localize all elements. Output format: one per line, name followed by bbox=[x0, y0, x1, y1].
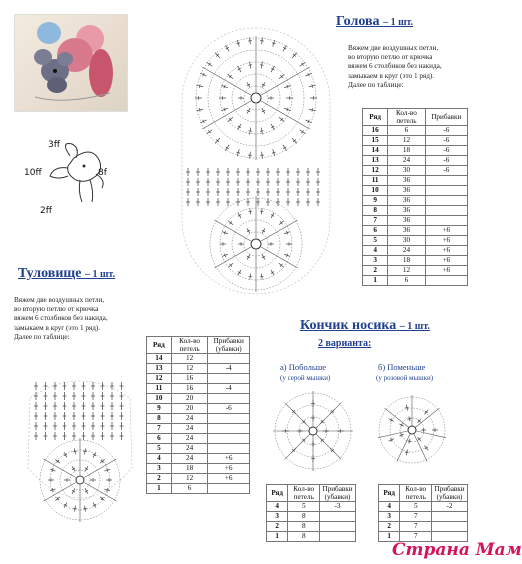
increase-value: +6 bbox=[208, 464, 250, 474]
stitch-count: 24 bbox=[388, 156, 425, 166]
instruction-line: Далее по таблице: bbox=[14, 332, 70, 341]
col-inc: Прибавки (убавки) bbox=[432, 485, 468, 502]
nose-title-text: Кончик носика bbox=[300, 318, 397, 333]
table-row bbox=[267, 532, 356, 542]
stitch-mark bbox=[405, 452, 409, 453]
row-number: 7 bbox=[363, 216, 388, 226]
row-number: 1 bbox=[267, 532, 288, 542]
stitch-count: 24 bbox=[171, 454, 208, 464]
stitch-mark bbox=[248, 65, 252, 66]
spoke bbox=[44, 483, 76, 502]
nose-b-table bbox=[378, 484, 468, 542]
table-row bbox=[363, 166, 468, 176]
stitch-mark bbox=[301, 130, 303, 133]
stitch-count: 30 bbox=[388, 236, 425, 246]
stitch-count: 7 bbox=[400, 512, 432, 522]
table-row bbox=[147, 484, 250, 494]
increase-value: +6 bbox=[208, 454, 250, 464]
col-row: Ряд bbox=[363, 109, 388, 126]
increase-value bbox=[425, 186, 467, 196]
mouse-photo bbox=[14, 14, 128, 112]
body-title-text: Туловище bbox=[18, 266, 82, 281]
table-row bbox=[363, 126, 468, 136]
table-row bbox=[363, 226, 468, 236]
stitch-count: 12 bbox=[388, 266, 425, 276]
row-number: 3 bbox=[267, 512, 288, 522]
table-row bbox=[267, 502, 356, 512]
stitch-count: 12 bbox=[388, 136, 425, 146]
row-number: 12 bbox=[147, 374, 172, 384]
magic-ring bbox=[408, 426, 416, 434]
instruction-line: замыкаем в круг (это 1 ряд). bbox=[348, 71, 435, 80]
increase-value bbox=[425, 216, 467, 226]
row-number: 2 bbox=[147, 474, 172, 484]
stitch-count: 18 bbox=[388, 146, 425, 156]
table-header bbox=[379, 485, 468, 502]
stitch-count: 12 bbox=[171, 364, 208, 374]
stitch-mark bbox=[312, 84, 313, 88]
stitch-count: 20 bbox=[171, 394, 208, 404]
row-number: 9 bbox=[147, 404, 172, 414]
variant-b-title: б) Поменьше bbox=[378, 362, 426, 372]
table-row bbox=[147, 374, 250, 384]
increase-value: -6 bbox=[208, 404, 250, 414]
stitch-mark bbox=[73, 451, 77, 452]
row-number: 4 bbox=[267, 502, 288, 512]
mouse-photo-illustration bbox=[15, 15, 127, 111]
row-number: 1 bbox=[147, 484, 172, 494]
increase-value: -6 bbox=[425, 166, 467, 176]
head-count: – 1 шт. bbox=[383, 17, 414, 28]
table-row bbox=[363, 136, 468, 146]
stitch-mark bbox=[405, 407, 409, 408]
increase-value: -2 bbox=[432, 502, 468, 512]
row-number: 3 bbox=[379, 512, 400, 522]
col-count: Кол-во петель bbox=[400, 485, 432, 502]
stitch-count: 8 bbox=[288, 522, 320, 532]
instruction-line: Вяжем две воздушных петли, bbox=[14, 296, 105, 304]
spoke bbox=[316, 434, 341, 459]
stitch-mark bbox=[260, 276, 264, 277]
col-inc: Прибавки (убавки) bbox=[208, 337, 250, 354]
increase-value bbox=[425, 276, 467, 286]
nose-a-crochet-diagram bbox=[268, 386, 358, 476]
row-number: 6 bbox=[147, 434, 172, 444]
table-row bbox=[147, 404, 250, 414]
stitch-count: 6 bbox=[388, 126, 425, 136]
increase-value bbox=[208, 354, 250, 364]
table-row bbox=[147, 474, 250, 484]
col-row: Ряд bbox=[379, 485, 400, 502]
row-number: 1 bbox=[379, 532, 400, 542]
magic-ring bbox=[76, 476, 84, 484]
spoke bbox=[84, 483, 116, 502]
stitch-mark bbox=[208, 130, 210, 133]
stitch-mark bbox=[83, 508, 87, 509]
spoke bbox=[44, 459, 76, 478]
table-row bbox=[379, 512, 468, 522]
spoke bbox=[261, 67, 309, 95]
row-number: 15 bbox=[363, 136, 388, 146]
increase-value bbox=[208, 484, 250, 494]
row-number: 2 bbox=[363, 266, 388, 276]
col-row: Ряд bbox=[147, 337, 172, 354]
table-header bbox=[147, 337, 250, 354]
table-row bbox=[363, 236, 468, 246]
col-row: Ряд bbox=[267, 485, 288, 502]
stitch-count: 36 bbox=[388, 196, 425, 206]
table-row bbox=[267, 522, 356, 532]
stitch-count: 36 bbox=[388, 186, 425, 196]
stitch-count: 24 bbox=[171, 414, 208, 424]
stitch-count: 8 bbox=[288, 512, 320, 522]
table-row bbox=[147, 444, 250, 454]
spoke bbox=[285, 434, 310, 459]
spoke bbox=[84, 459, 116, 478]
increase-value: -4 bbox=[208, 384, 250, 394]
increase-value: +6 bbox=[425, 246, 467, 256]
row-number: 9 bbox=[363, 196, 388, 206]
stitch-count: 12 bbox=[171, 474, 208, 484]
table-row bbox=[147, 354, 250, 364]
head-crochet-diagram bbox=[176, 28, 336, 298]
nose-b-crochet-diagram bbox=[372, 390, 452, 470]
increase-value bbox=[320, 522, 356, 532]
stitch-count: 20 bbox=[171, 404, 208, 414]
row-number: 3 bbox=[363, 256, 388, 266]
row-number: 13 bbox=[147, 364, 172, 374]
instruction-line: замыкаем в круг (это 1 ряд). bbox=[14, 323, 101, 332]
magic-ring bbox=[251, 93, 261, 103]
table-row bbox=[267, 512, 356, 522]
increase-value: +6 bbox=[208, 474, 250, 484]
stitch-mark bbox=[260, 211, 264, 212]
row-number: 2 bbox=[267, 522, 288, 532]
spoke bbox=[214, 247, 250, 268]
stitch-count: 8 bbox=[288, 532, 320, 542]
table-row bbox=[147, 414, 250, 424]
increase-value: -4 bbox=[208, 364, 250, 374]
sketch-label-body: 8f bbox=[98, 168, 107, 178]
stitch-mark bbox=[199, 108, 200, 112]
stitch-count: 16 bbox=[171, 384, 208, 394]
row-number: 10 bbox=[363, 186, 388, 196]
spoke bbox=[385, 408, 409, 427]
stitch-mark bbox=[73, 508, 77, 509]
head-title bbox=[336, 14, 413, 30]
table-row bbox=[379, 522, 468, 532]
head-title-text: Голова bbox=[336, 14, 380, 29]
row-number: 5 bbox=[147, 444, 172, 454]
stitch-mark bbox=[248, 276, 252, 277]
sketch-label-ears: 3ff bbox=[48, 140, 60, 150]
col-inc: Прибавки bbox=[425, 109, 467, 126]
row-number: 16 bbox=[363, 126, 388, 136]
stitch-count: 36 bbox=[388, 216, 425, 226]
table-row bbox=[147, 384, 250, 394]
row-number: 8 bbox=[363, 206, 388, 216]
head-table bbox=[362, 108, 468, 286]
stitch-count: 18 bbox=[388, 256, 425, 266]
row-number: 11 bbox=[147, 384, 172, 394]
row-number: 13 bbox=[363, 156, 388, 166]
nose-count: – 1 шт. bbox=[399, 321, 430, 332]
col-count: Кол-во петель bbox=[288, 485, 320, 502]
sketch-label-nose: 2ff bbox=[40, 206, 52, 216]
stitch-mark bbox=[248, 131, 252, 132]
table-row bbox=[363, 196, 468, 206]
stitch-count: 6 bbox=[388, 276, 425, 286]
stitch-count: 24 bbox=[388, 246, 425, 256]
increase-value bbox=[208, 444, 250, 454]
head-instructions bbox=[348, 44, 442, 90]
stitch-count: 18 bbox=[171, 464, 208, 474]
increase-value bbox=[425, 196, 467, 206]
table-row bbox=[147, 434, 250, 444]
row-number: 14 bbox=[147, 354, 172, 364]
table-row bbox=[147, 454, 250, 464]
stitch-count: 12 bbox=[171, 354, 208, 364]
increase-value bbox=[432, 512, 468, 522]
stitch-mark bbox=[260, 131, 264, 132]
spoke bbox=[416, 431, 446, 438]
spoke bbox=[202, 101, 250, 129]
instruction-line: Вяжем две воздушных петли, bbox=[348, 44, 439, 52]
body-count: – 1 шт. bbox=[84, 269, 116, 280]
instruction-line: вяжем 6 столбиков без накида, bbox=[348, 62, 442, 71]
instruction-line: во вторую петлю от крючка bbox=[14, 305, 99, 314]
variant-a-subtitle: (у серой мышки) bbox=[280, 374, 331, 382]
stitch-mark bbox=[248, 211, 252, 212]
table-row bbox=[379, 502, 468, 512]
stitch-count: 5 bbox=[288, 502, 320, 512]
row-number: 1 bbox=[363, 276, 388, 286]
row-number: 4 bbox=[147, 454, 172, 464]
stitch-mark bbox=[260, 65, 264, 66]
stitch-mark bbox=[408, 441, 412, 442]
table-header bbox=[363, 109, 468, 126]
table-row bbox=[363, 176, 468, 186]
body-instructions bbox=[14, 296, 108, 342]
instruction-line: Далее по таблице: bbox=[348, 80, 404, 89]
stitch-mark bbox=[312, 108, 313, 112]
table-row bbox=[363, 256, 468, 266]
instruction-line: во вторую петлю от крючка bbox=[348, 53, 433, 62]
sketch-label-head: 10ff bbox=[24, 168, 42, 178]
spoke bbox=[285, 403, 310, 428]
table-row bbox=[363, 216, 468, 226]
row-number: 7 bbox=[147, 424, 172, 434]
table-row bbox=[363, 266, 468, 276]
stitch-mark bbox=[83, 451, 87, 452]
increase-value: +6 bbox=[425, 236, 467, 246]
spoke bbox=[261, 220, 297, 241]
increase-value bbox=[320, 512, 356, 522]
row-number: 3 bbox=[147, 464, 172, 474]
row-number: 10 bbox=[147, 394, 172, 404]
col-count: Кол-во петель bbox=[388, 109, 425, 126]
increase-value bbox=[208, 394, 250, 404]
magic-ring bbox=[309, 427, 317, 435]
stitch-count: 30 bbox=[388, 166, 425, 176]
increase-value: -6 bbox=[425, 136, 467, 146]
body-crochet-diagram bbox=[20, 368, 140, 528]
stitch-count: 7 bbox=[400, 532, 432, 542]
stitch-count: 36 bbox=[388, 226, 425, 236]
row-number: 14 bbox=[363, 146, 388, 156]
row-number: 8 bbox=[147, 414, 172, 424]
row-number: 11 bbox=[363, 176, 388, 186]
nose-title bbox=[300, 318, 430, 334]
row-number: 6 bbox=[363, 226, 388, 236]
spoke bbox=[261, 101, 309, 129]
increase-value bbox=[432, 522, 468, 532]
increase-value bbox=[320, 532, 356, 542]
increase-value bbox=[208, 414, 250, 424]
table-row bbox=[147, 394, 250, 404]
row-number: 4 bbox=[379, 502, 400, 512]
table-row bbox=[147, 424, 250, 434]
stitch-mark bbox=[301, 63, 303, 66]
stitch-count: 24 bbox=[171, 424, 208, 434]
table-row bbox=[363, 206, 468, 216]
increase-value bbox=[208, 424, 250, 434]
table-row bbox=[363, 246, 468, 256]
increase-value: -6 bbox=[425, 156, 467, 166]
table-header bbox=[267, 485, 356, 502]
table-row bbox=[147, 364, 250, 374]
stitch-count: 5 bbox=[400, 502, 432, 512]
table-row bbox=[147, 464, 250, 474]
stitch-count: 16 bbox=[171, 374, 208, 384]
increase-value: -3 bbox=[320, 502, 356, 512]
nose-a-table bbox=[266, 484, 356, 542]
spoke bbox=[316, 403, 341, 428]
increase-value: -6 bbox=[425, 146, 467, 156]
increase-value bbox=[425, 206, 467, 216]
variant-b-subtitle: (у розовой мышки) bbox=[376, 374, 434, 382]
table-row bbox=[363, 146, 468, 156]
stitch-count: 36 bbox=[388, 206, 425, 216]
increase-value: +6 bbox=[425, 256, 467, 266]
increase-value: +6 bbox=[425, 226, 467, 236]
body-table bbox=[146, 336, 250, 494]
body-title bbox=[18, 266, 115, 282]
stitch-count: 24 bbox=[171, 434, 208, 444]
row-number: 4 bbox=[363, 246, 388, 256]
spoke bbox=[202, 67, 250, 95]
stitch-count: 7 bbox=[400, 522, 432, 532]
table-row bbox=[363, 156, 468, 166]
watermark: Страна Мам bbox=[392, 540, 522, 560]
increase-value: +6 bbox=[425, 266, 467, 276]
stitch-count: 6 bbox=[171, 484, 208, 494]
table-row bbox=[363, 186, 468, 196]
increase-value bbox=[208, 374, 250, 384]
stitch-count: 24 bbox=[171, 444, 208, 454]
magic-ring bbox=[251, 239, 261, 249]
row-number: 12 bbox=[363, 166, 388, 176]
stitch-mark bbox=[199, 84, 200, 88]
nose-subtitle: 2 варианта: bbox=[318, 338, 372, 349]
table-row bbox=[363, 276, 468, 286]
increase-value: -6 bbox=[425, 126, 467, 136]
stitch-mark bbox=[208, 63, 210, 66]
stitch-count: 36 bbox=[388, 176, 425, 186]
increase-value bbox=[425, 176, 467, 186]
col-count: Кол-во петель bbox=[171, 337, 208, 354]
col-inc: Прибавки (убавки) bbox=[320, 485, 356, 502]
increase-value bbox=[208, 434, 250, 444]
instruction-line: вяжем 6 столбиков без накида, bbox=[14, 314, 108, 323]
row-number: 2 bbox=[379, 522, 400, 532]
row-number: 5 bbox=[363, 236, 388, 246]
variant-a-title: а) Побольше bbox=[280, 362, 327, 372]
